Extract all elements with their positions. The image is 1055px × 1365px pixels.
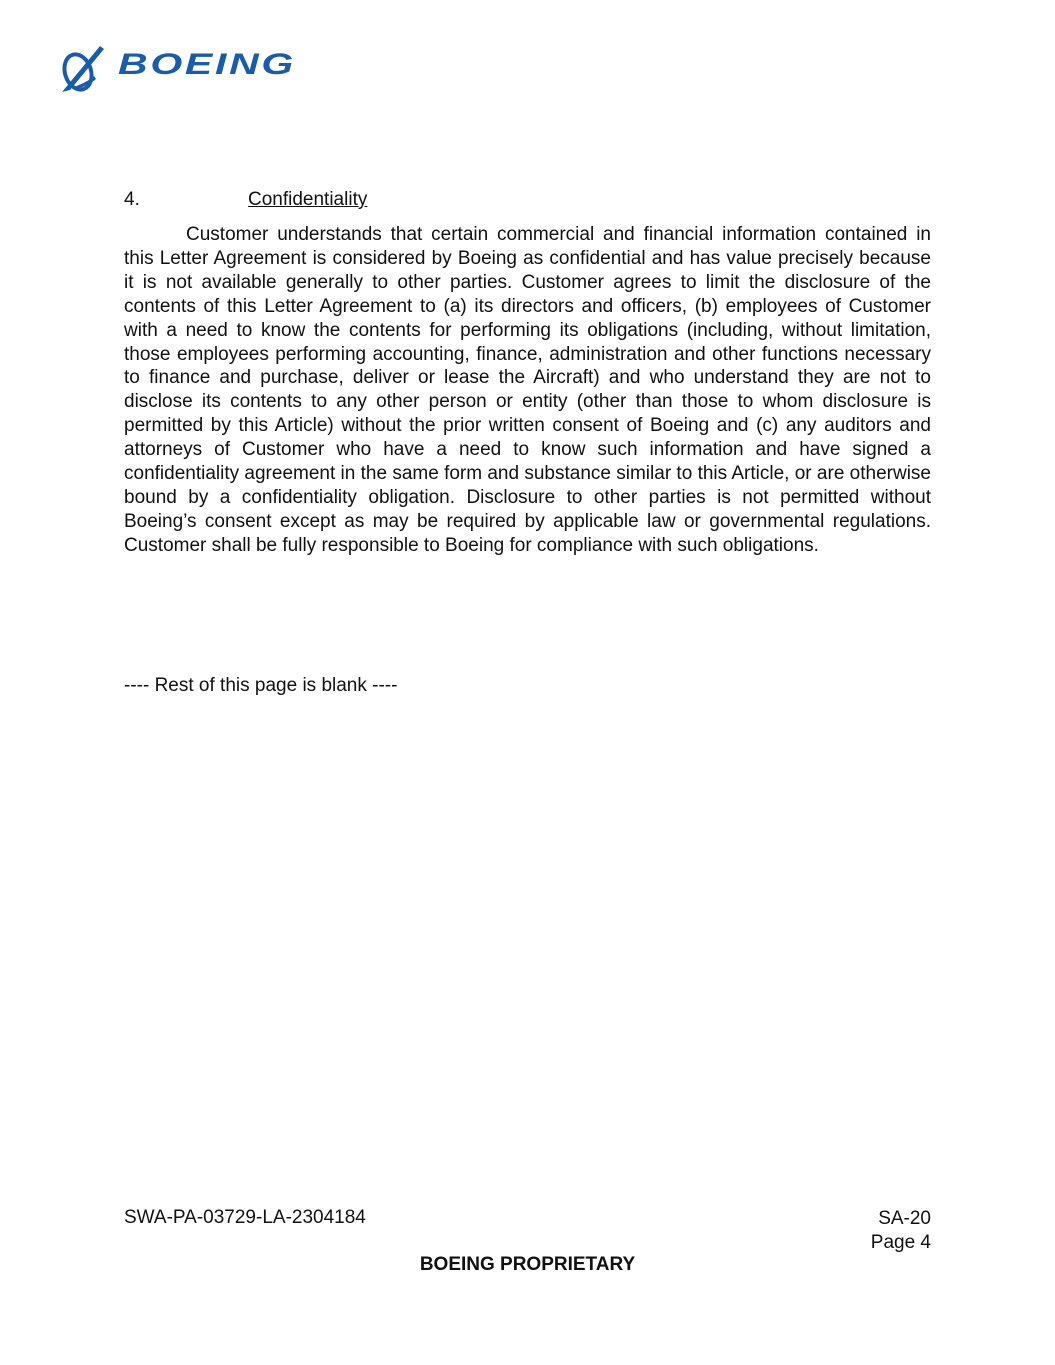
svg-text:BOEING: BOEING [118,48,296,81]
section-heading [124,189,367,211]
section-body: Customer understands that certain commercial and financial information contained in this Letter Agreement is considered by Boeing as confidential and has value precisely because it is not available generally to other parties. Customer agrees to limit the disclosure of the contents of this Letter Agreement to (a) its directors and officers, (b) employees of Customer with a need to know the contents for performing its obligations (including, without limitation, those employees performing accounting, finance, administration and other functions necessary to finance and purchase, deliver or lease the Aircraft) and who understand they are not to disclose its contents to any other person or entity (other than those to whom disclosure is permitted by this Article) without the prior written consent of Boeing and (c) any auditors and attorneys of Customer who have a need to know such information and have signed a confidentiality agreement in the same form and substance similar to this Article, or are otherwise bound by a confidentiality obligation. Disclosure to other parties is not permitted without Boeing’s consent except as may be required by applicable law or governmental regulations. Customer shall be fully responsible to Boeing for compliance with such obligations. [124,224,931,556]
boeing-logo-icon [60,40,300,98]
revision-label: SA-20 [878,1208,931,1229]
proprietary-notice: BOEING PROPRIETARY [419,1254,636,1275]
section-number: 4. [124,189,140,210]
footer-right-block [871,1207,931,1255]
page-number: Page 4 [870,1232,931,1253]
blank-page-note: ---- Rest of this page is blank ---- [124,675,398,696]
section-title: Confidentiality [248,189,368,210]
document-id: SWA-PA-03729-LA-2304184 [124,1207,366,1228]
boeing-logo [60,40,300,98]
